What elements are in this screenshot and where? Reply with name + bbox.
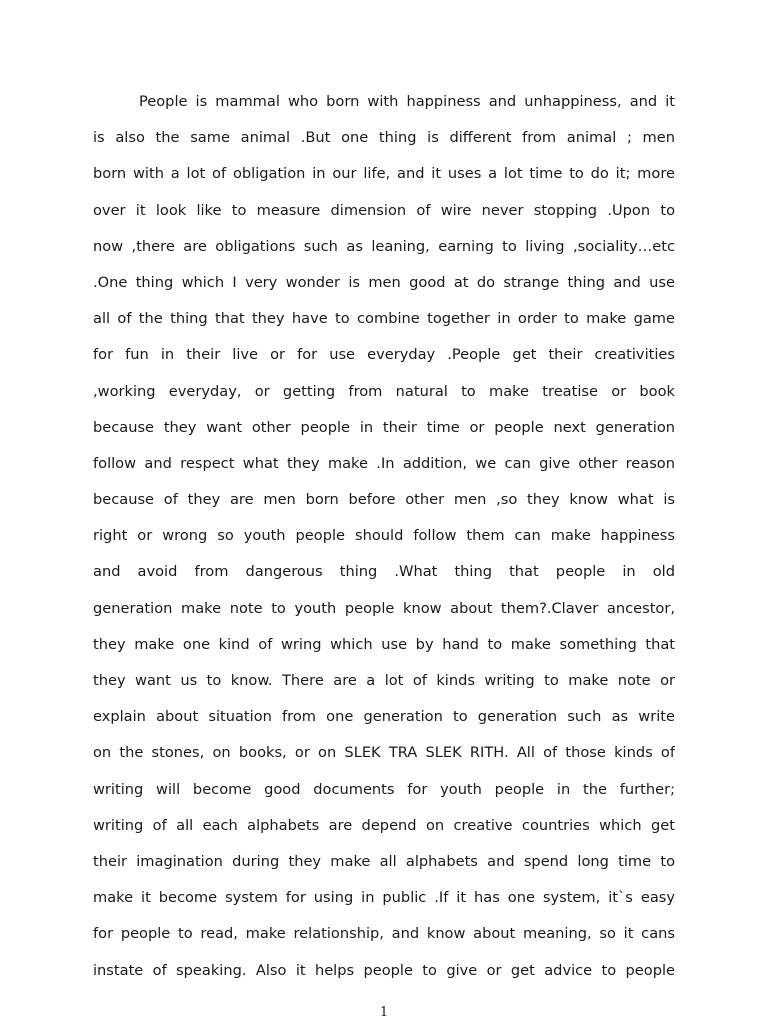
- text-line: for fun in their live or for use everyday .People get their creativities: [93, 346, 675, 364]
- text-line: for people to read, make relationship, and know about meaning, so it cans: [93, 925, 675, 943]
- text-line: and avoid from dangerous thing .What thing that people in old: [93, 563, 675, 581]
- text-line: they want us to know. There are a lot of kinds writing to make note or: [93, 672, 675, 689]
- text-line: because of they are men born before other men ,so they know what is: [93, 491, 675, 509]
- text-line: over it look like to measure dimension of wire never stopping .Upon to: [93, 201, 675, 219]
- text-line: instate of speaking. Also it helps people to give or get advice to people: [93, 961, 675, 979]
- text-line: People is mammal who born with happiness and unhappiness, and it: [139, 93, 675, 110]
- text-line: ,working everyday, or getting from natural to make treatise or book: [93, 382, 675, 400]
- text-line: is also the same animal .But one thing is different from animal ; men: [93, 129, 675, 147]
- text-line: because they want other people in their time or people next generation: [93, 418, 675, 436]
- page-number: 1: [379, 1005, 389, 1020]
- text-line: writing of all each alphabets are depend on creative countries which get: [93, 816, 675, 834]
- text-line: make it become system for using in public .If it has one system, it`s easy: [93, 889, 675, 907]
- text-line: follow and respect what they make .In addition, we can give other reason: [93, 454, 675, 472]
- text-line: all of the thing that they have to combine together in order to make game: [93, 310, 675, 328]
- text-line: now ,there are obligations such as leaning, earning to living ,sociality…etc: [93, 237, 675, 255]
- text-line: they make one kind of wring which use by hand to make something that: [93, 635, 675, 653]
- text-line: explain about situation from one generation to generation such as write: [93, 708, 675, 726]
- text-line: writing will become good documents for youth people in the further;: [93, 780, 675, 798]
- text-line: on the stones, on books, or on SLEK TRA SLEK RITH. All of those kinds of: [93, 744, 675, 762]
- text-line: right or wrong so youth people should follow them can make happiness: [93, 527, 675, 545]
- text-line: .One thing which I very wonder is men good at do strange thing and use: [93, 273, 675, 291]
- text-line: generation make note to youth people know about them?.Claver ancestor,: [93, 599, 675, 617]
- text-line: born with a lot of obligation in our life, and it uses a lot time to do it; more: [93, 165, 675, 183]
- text-line: their imagination during they make all alphabets and spend long time to: [93, 852, 675, 870]
- body-paragraph: [93, 84, 675, 989]
